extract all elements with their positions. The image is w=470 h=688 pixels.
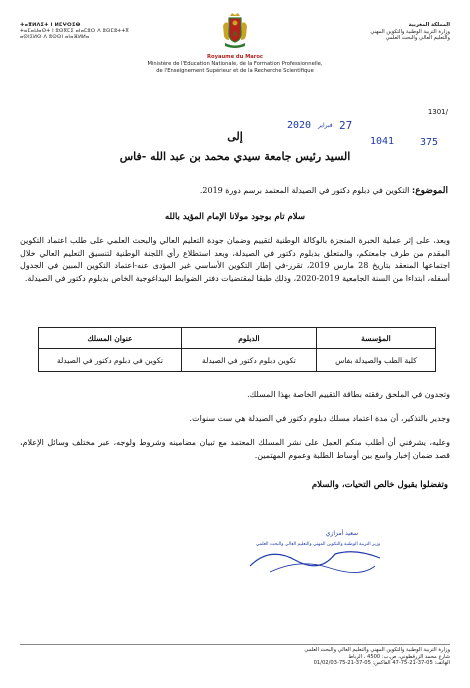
table-header-diploma: الدبلوم — [181, 328, 316, 349]
footer — [150, 647, 450, 667]
date-stamp — [285, 120, 370, 134]
stamp-number-right: 375 — [420, 137, 439, 148]
stamp-year: 2020 — [287, 120, 312, 131]
signature-stamp — [240, 528, 390, 588]
table-cell-institution: كلية الطب والصيدلة بفاس — [316, 349, 435, 372]
paragraph-duration: وجدير بالتذكير، أن مدة اعتماد مسلك دبلوم دكتور في الصيدلة هي ست سنوات. — [189, 414, 450, 423]
stamp-day: 27 — [339, 119, 353, 132]
arabic-line-2: وزارة التربية الوطنية والتكوين المهني — [370, 28, 450, 35]
header-tifinagh — [20, 22, 160, 40]
tifinagh-line-2: ⵜⴰⵎⴰⵡⴰⵙⵜ ⵏ ⵓⵙⴳⵎⵉ ⴰⵏⴰⵎⵓⵔ ⴷ ⵓⵙⵎⵓⵜⵜⴳ — [20, 28, 129, 34]
paragraph-main: وبعد، على إثر عملية الخبرة المنجزة بالوكالة الوطنية لتقييم وضمان جودة التعليم العالي والبحث العلمي على طلب اعتماد التكوين المقدم من طرف جامعتكم، والمتعلق بدبلوم دكتور في الصيدلة، وبعد استطلاع رأي اللجنة الوطنية لتنسيق التعليم العالي خلال اجتماعها المنعقد بتاريخ 28 مارس 2019، تقرر-في إطار التكوين الأساسي غير المؤدى عنه-اعتماد التكوين المبين في الجدول أسفله، ابتداءا من السنة الجامعية 2019-2020، وذلك طبقا لمقتضيات دفتر الضوابط البيداغوجية الخاص بدبلوم دكتور في الصيدلة. — [20, 236, 451, 283]
table-cell-track: تكوين في دبلوم دكتور في الصيدلة — [39, 349, 182, 372]
header-arabic — [310, 22, 450, 42]
program-table — [38, 327, 436, 372]
arabic-line-1: المملكة المغربية — [408, 22, 450, 28]
tifinagh-line-3: ⴰⵙⵏⵉⵍⵙ ⴷ ⵓⵙⵙⵏ ⴰⵏⴰⴼⵍⵍⴰ — [20, 34, 90, 40]
paragraph-publication: وعليه، يشرفني أن أطلب منكم العمل على نشر المسلك المعتمد مع تبيان مضامينه وشروط ولوجه، عبر مختلف وسائل الإعلام، قصد ضمان إخبار واسع بين أوساط الطلبة وعموم المهتمين. — [20, 438, 450, 460]
ministry-fr-line-2: de l'Enseignement Supérieur et de la Recherche Scientifique — [156, 67, 314, 74]
addressee-to: إلى — [227, 130, 243, 143]
table-header-row — [39, 328, 436, 349]
subject-label: الموضوع: — [411, 186, 448, 196]
signature-scribble — [240, 528, 390, 588]
footer-line-2: شارع محمد الزرقطوني، ص.ب: 4500 ، الرباط — [348, 653, 450, 660]
addressee-name: السيد رئيس جامعة سيدي محمد بن عبد الله -فاس — [119, 150, 351, 163]
paragraph-annex: وتجدون في الملحق رفقته بطاقة التقييم الخاصة بهذا المسلك. — [247, 390, 450, 399]
table-header-track: عنوان المسلك — [39, 328, 182, 349]
stamp-number-left: 1041 — [370, 136, 395, 147]
reference-number: 1301/ — [427, 108, 448, 116]
table-header-institution: المؤسسة — [316, 328, 435, 349]
kingdom-label: Royaume du Maroc — [207, 54, 263, 60]
footer-divider — [20, 644, 450, 645]
signature-title: وزير التربية الوطنية والتكوين المهني والتعليم العالي والبحث العلمي — [255, 542, 381, 547]
greeting: سلام تام بوجود مولانا الإمام المؤيد بالله — [165, 212, 305, 222]
signature-name: سعيد أمزازي — [325, 530, 358, 537]
footer-line-1: وزارة التربية الوطنية والتكوين المهني والتعليم العالي والبحث العلمي — [304, 647, 450, 653]
moroccan-emblem — [222, 12, 248, 50]
table-cell-diploma: تكوين دبلوم دكتور في الصيدلة — [181, 349, 316, 372]
subject-text: التكوين في دبلوم دكتور في الصيدلة المعتمد برسم دورة 2019. — [199, 186, 410, 195]
table-row — [39, 349, 436, 372]
ministry-french — [110, 61, 360, 74]
stamp-month: فبراير — [318, 122, 333, 129]
ministry-fr-line-1: Ministère de l'Education Nationale, de la Formation Professionnelle, — [147, 61, 323, 67]
tifinagh-line-1: ⵜⴰⴳⵍⴷⵉⵜ ⵏ ⵍⵎⵖⵔⵉⴱ — [20, 22, 81, 28]
footer-line-3: الهاتف: 05-37-21-75-47 الفاكس: 05-37-21-75-01/02/03 — [313, 660, 450, 666]
subject — [28, 186, 448, 196]
closing: وتفضلوا بقبول خالص التحيات، والسلام — [311, 480, 448, 490]
arabic-line-3: والتعليم العالي والبحث العلمي — [385, 35, 450, 41]
